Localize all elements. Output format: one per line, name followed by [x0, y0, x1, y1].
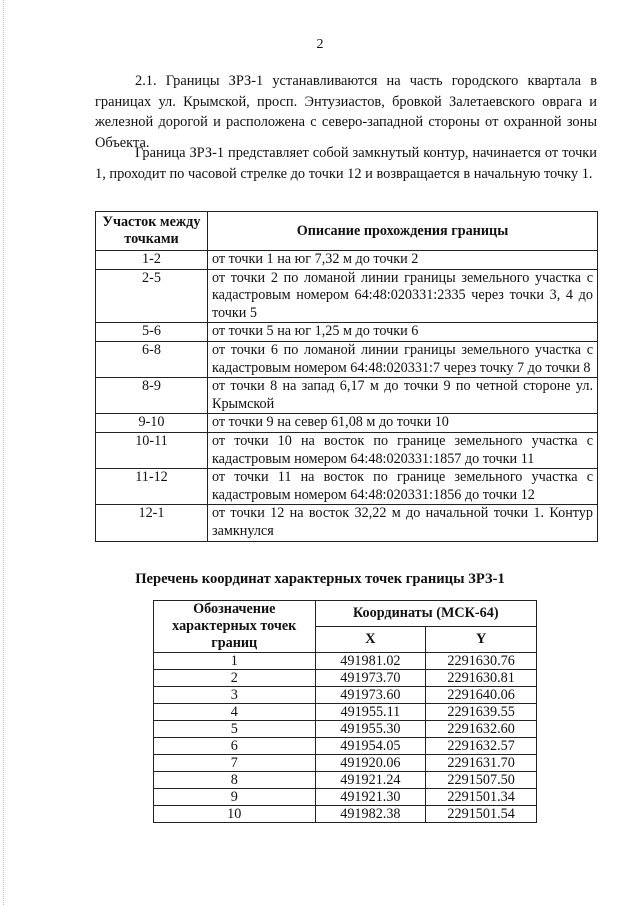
coordinate-row — [154, 738, 537, 755]
point-cell: 2 — [154, 670, 316, 687]
point-cell: 4 — [154, 704, 316, 721]
description-cell: от точки 12 на восток 32,22 м до начальной точки 1. Контур замкнулся — [208, 505, 598, 541]
point-cell: 1 — [154, 653, 316, 670]
boundary-row — [96, 323, 598, 342]
header-x: X — [315, 627, 426, 653]
coordinates-title: Перечень координат характерных точек границы ЗРЗ-1 — [135, 571, 505, 587]
point-cell: 6 — [154, 738, 316, 755]
coordinate-row — [154, 772, 537, 789]
scan-edge-line — [3, 0, 4, 905]
y-cell: 2291501.34 — [426, 789, 537, 806]
y-cell: 2291501.54 — [426, 806, 537, 823]
boundary-row — [96, 269, 598, 323]
x-cell: 491973.70 — [315, 670, 426, 687]
description-cell: от точки 9 на север 61,08 м до точки 10 — [208, 414, 598, 433]
y-cell: 2291631.70 — [426, 755, 537, 772]
coordinate-row — [154, 653, 537, 670]
y-cell: 2291507.50 — [426, 772, 537, 789]
x-cell: 491981.02 — [315, 653, 426, 670]
segment-cell: 2-5 — [96, 269, 208, 323]
segment-cell: 9-10 — [96, 414, 208, 433]
y-cell: 2291630.81 — [426, 670, 537, 687]
coordinate-row — [154, 670, 537, 687]
description-cell: от точки 11 на восток по границе земельного участка с кадастровым номером 64:48:020331:1856 до точки 12 — [208, 469, 598, 505]
y-cell: 2291630.76 — [426, 653, 537, 670]
description-cell: от точки 1 на юг 7,32 м до точки 2 — [208, 251, 598, 270]
description-cell: от точки 6 по ломаной линии границы земельного участка с кадастровым номером 64:48:020331:7 через точку 7 до точки 8 — [208, 341, 598, 377]
x-cell: 491920.06 — [315, 755, 426, 772]
coordinate-row — [154, 687, 537, 704]
x-cell: 491973.60 — [315, 687, 426, 704]
header-description: Описание прохождения границы — [208, 212, 598, 251]
header-coordinates: Координаты (МСК-64) — [315, 601, 536, 627]
coordinates-table-body — [154, 653, 537, 823]
coordinate-row — [154, 755, 537, 772]
boundary-row — [96, 469, 598, 505]
description-cell: от точки 10 на восток по границе земельного участка с кадастровым номером 64:48:020331:1857 до точки 11 — [208, 432, 598, 468]
x-cell: 491955.30 — [315, 721, 426, 738]
x-cell: 491955.11 — [315, 704, 426, 721]
header-segment: Участок между точками — [96, 212, 208, 251]
segment-cell: 1-2 — [96, 251, 208, 270]
boundary-table-body — [96, 251, 598, 542]
boundary-row — [96, 432, 598, 468]
y-cell: 2291632.57 — [426, 738, 537, 755]
coordinate-row — [154, 721, 537, 738]
point-cell: 3 — [154, 687, 316, 704]
boundary-row — [96, 505, 598, 541]
header-point: Обозначение характерных точек границ — [154, 601, 316, 653]
coordinate-row — [154, 806, 537, 823]
page-number: 2 — [316, 37, 324, 52]
segment-cell: 5-6 — [96, 323, 208, 342]
description-cell: от точки 5 на юг 1,25 м до точки 6 — [208, 323, 598, 342]
point-cell: 5 — [154, 721, 316, 738]
paragraph-boundaries: 2.1. Границы ЗРЗ-1 устанавливаются на часть городского квартала в границах ул. Крымской, просп. Энтузиастов, бровкой Залетаевского оврага и железной дорогой и расположена с северо-западной стороны от охранной зоны Объекта. — [95, 73, 597, 151]
boundary-table — [95, 211, 598, 542]
boundary-row — [96, 251, 598, 270]
segment-cell: 11-12 — [96, 469, 208, 505]
x-cell: 491921.24 — [315, 772, 426, 789]
coordinate-row — [154, 704, 537, 721]
y-cell: 2291632.60 — [426, 721, 537, 738]
description-cell: от точки 2 по ломаной линии границы земельного участка с кадастровым номером 64:48:020331:2335 через точки 3, 4 до точки 5 — [208, 269, 598, 323]
point-cell: 8 — [154, 772, 316, 789]
x-cell: 491921.30 — [315, 789, 426, 806]
point-cell: 10 — [154, 806, 316, 823]
x-cell: 491982.38 — [315, 806, 426, 823]
segment-cell: 12-1 — [96, 505, 208, 541]
header-y: Y — [426, 627, 537, 653]
coordinates-table — [153, 600, 537, 823]
boundary-row — [96, 341, 598, 377]
coordinate-row — [154, 789, 537, 806]
point-cell: 7 — [154, 755, 316, 772]
x-cell: 491954.05 — [315, 738, 426, 755]
description-cell: от точки 8 на запад 6,17 м до точки 9 по четной стороне ул. Крымской — [208, 378, 598, 414]
segment-cell: 6-8 — [96, 341, 208, 377]
boundary-row — [96, 378, 598, 414]
y-cell: 2291640.06 — [426, 687, 537, 704]
paragraph-contour: Граница ЗРЗ-1 представляет собой замкнутый контур, начинается от точки 1, проходит по часовой стрелке до точки 12 и возвращается в начальную точку 1. — [95, 145, 597, 182]
boundary-row — [96, 414, 598, 433]
segment-cell: 10-11 — [96, 432, 208, 468]
y-cell: 2291639.55 — [426, 704, 537, 721]
point-cell: 9 — [154, 789, 316, 806]
segment-cell: 8-9 — [96, 378, 208, 414]
